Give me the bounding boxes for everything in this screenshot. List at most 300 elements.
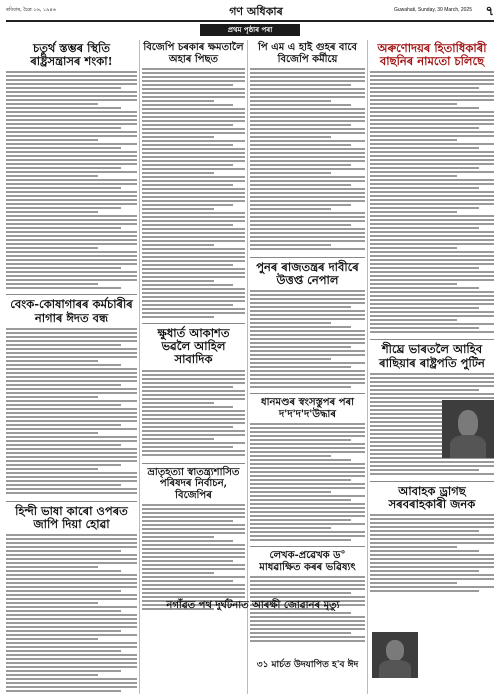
- text-line: [250, 212, 365, 214]
- text-line: [250, 632, 351, 634]
- text-line: [250, 366, 351, 368]
- column-divider: [139, 40, 140, 694]
- text-line: [6, 368, 137, 370]
- divider: [6, 294, 137, 295]
- text-line: [370, 195, 494, 197]
- text-line: [250, 338, 365, 340]
- text-line: [142, 430, 245, 432]
- text-line: [142, 196, 245, 198]
- text-line: [6, 546, 137, 548]
- text-line: [142, 128, 245, 130]
- text-line: [6, 400, 137, 402]
- text-line: [370, 155, 494, 157]
- text-line: [142, 560, 233, 562]
- masthead: [6, 3, 494, 22]
- text-line: [6, 638, 98, 640]
- headline: ক্ষুধাৰ্ত আকাশত ভৱলৈ আহিল সাবাদিক: [157, 326, 230, 367]
- text-line: [6, 251, 137, 253]
- text-line: [250, 636, 365, 638]
- headline: হিন্দী ভাষা কাৰো ওপৰত জাপি দিয়া হোৱা: [15, 503, 128, 532]
- text-line: [250, 132, 365, 134]
- text-line: [6, 147, 121, 149]
- continued-ribbon: প্ৰথম পৃষ্ঠাৰ পৰা: [200, 24, 300, 36]
- text-line: [6, 107, 121, 109]
- text-line: [142, 212, 245, 214]
- text-line: [142, 536, 214, 538]
- text-line: [6, 602, 98, 604]
- text-line: [142, 564, 245, 566]
- text-line: [370, 291, 494, 293]
- text-line: [370, 373, 494, 375]
- text-line: [370, 147, 479, 149]
- text-line: [250, 596, 365, 598]
- text-line: [6, 404, 121, 406]
- news-photo: [442, 400, 494, 458]
- text-line: [370, 167, 479, 169]
- text-line: [6, 191, 137, 193]
- headline: পি এম এ হাই গুহৰ বাবে বিজেপি কৰ্মীয়ে: [258, 42, 357, 65]
- article-body: [6, 71, 137, 291]
- text-line: [6, 598, 137, 600]
- text-line: [250, 80, 365, 82]
- text-line: [142, 268, 245, 270]
- text-line: [6, 626, 137, 628]
- text-line: [250, 431, 365, 433]
- text-line: [250, 330, 365, 332]
- text-line: [142, 528, 245, 530]
- text-line: [370, 558, 494, 560]
- article-body: [6, 534, 137, 694]
- text-line: [250, 455, 331, 457]
- text-line: [6, 554, 137, 556]
- text-line: [142, 220, 245, 222]
- text-line: [250, 310, 365, 312]
- text-line: [250, 527, 331, 529]
- text-line: [6, 650, 121, 652]
- text-line: [6, 392, 137, 394]
- headline: আবাহক ড্ৰাগছ সৰবৰাহকাৰী জনক: [388, 483, 476, 512]
- text-line: [250, 314, 365, 316]
- text-line: [142, 300, 245, 302]
- text-line: [6, 488, 137, 490]
- text-line: [370, 99, 494, 101]
- headline: বেংক-কোষাগাৰৰ কৰ্মচাৰীৰ নাগাৰ ঈদত বন্ধ: [10, 297, 133, 325]
- headline: চতুৰ্থ স্তম্ভৰ স্থিতি ৰাষ্ট্ৰসন্ত্ৰাসৰ শংকা!: [30, 41, 113, 69]
- text-line: [370, 377, 494, 379]
- text-line: [6, 111, 137, 113]
- text-line: [250, 592, 351, 594]
- text-line: [6, 424, 121, 426]
- text-line: [370, 71, 494, 73]
- text-line: [142, 280, 214, 282]
- divider: [370, 481, 494, 482]
- text-line: [6, 243, 137, 245]
- text-line: [6, 239, 137, 241]
- text-line: [370, 87, 479, 89]
- text-line: [6, 163, 137, 165]
- divider: [250, 546, 365, 547]
- text-line: [250, 535, 365, 537]
- text-line: [250, 120, 365, 122]
- divider: [370, 339, 494, 340]
- text-line: [250, 168, 365, 170]
- text-line: [250, 96, 365, 98]
- text-line: [142, 584, 245, 586]
- article-body: [142, 68, 245, 320]
- text-line: [250, 232, 365, 234]
- text-line: [142, 370, 245, 372]
- text-line: [142, 264, 233, 266]
- text-line: [6, 167, 121, 169]
- text-line: [250, 495, 365, 497]
- text-line: [250, 100, 331, 102]
- text-line: [142, 434, 245, 436]
- text-line: [250, 427, 365, 429]
- text-line: [142, 132, 245, 134]
- text-line: [250, 216, 365, 218]
- text-line: [6, 352, 137, 354]
- text-line: [142, 446, 233, 448]
- text-line: [250, 72, 365, 74]
- paper-name: গণ অধিকাৰ: [229, 5, 283, 18]
- text-line: [6, 83, 137, 85]
- text-line: [250, 76, 365, 78]
- text-line: [370, 239, 494, 241]
- text-line: [142, 68, 245, 70]
- text-line: [370, 283, 457, 285]
- text-line: [370, 385, 494, 387]
- text-line: [142, 410, 245, 412]
- text-line: [6, 492, 137, 494]
- text-line: [142, 516, 245, 518]
- text-line: [6, 259, 137, 261]
- text-line: [250, 479, 351, 481]
- text-line: [370, 139, 457, 141]
- text-line: [142, 454, 245, 456]
- text-line: [6, 590, 121, 592]
- text-line: [370, 267, 479, 269]
- text-line: [250, 112, 365, 114]
- text-line: [250, 423, 365, 425]
- text-line: [370, 299, 494, 301]
- text-line: [250, 588, 365, 590]
- text-line: [250, 475, 365, 477]
- text-line: [370, 542, 494, 544]
- text-line: [6, 179, 137, 181]
- text-line: [6, 231, 137, 233]
- text-line: [370, 115, 494, 117]
- text-line: [6, 263, 137, 265]
- text-line: [6, 207, 121, 209]
- text-line: [250, 334, 365, 336]
- text-line: [142, 152, 245, 154]
- text-line: [142, 418, 245, 420]
- text-line: [6, 171, 137, 173]
- text-line: [142, 312, 245, 314]
- text-line: [250, 156, 365, 158]
- text-line: [370, 123, 494, 125]
- text-line: [6, 468, 98, 470]
- text-line: [250, 68, 365, 70]
- text-line: [6, 123, 137, 125]
- text-line: [142, 296, 245, 298]
- text-line: [250, 439, 351, 441]
- text-line: [142, 240, 245, 242]
- text-line: [370, 175, 457, 177]
- text-line: [250, 240, 365, 242]
- text-line: [142, 96, 245, 98]
- text-line: [250, 88, 365, 90]
- text-line: [250, 386, 351, 388]
- text-line: [142, 592, 245, 594]
- text-line: [6, 538, 137, 540]
- column-divider: [367, 40, 368, 694]
- text-line: [6, 103, 98, 105]
- text-line: [142, 508, 245, 510]
- text-line: [6, 135, 137, 137]
- text-line: [250, 370, 365, 372]
- text-line: [6, 271, 137, 273]
- text-line: [250, 228, 365, 230]
- text-line: [6, 187, 121, 189]
- text-line: [6, 79, 137, 81]
- text-line: [6, 618, 137, 620]
- text-line: [370, 255, 494, 257]
- text-line: [370, 179, 494, 181]
- text-line: [142, 144, 233, 146]
- article-body: [142, 370, 245, 460]
- text-line: [142, 548, 245, 550]
- text-line: [142, 192, 245, 194]
- text-line: [250, 192, 365, 194]
- text-line: [6, 460, 137, 462]
- text-line: [142, 556, 245, 558]
- text-line: [142, 180, 245, 182]
- text-line: [370, 159, 494, 161]
- text-line: [6, 159, 137, 161]
- text-line: [370, 522, 494, 524]
- text-line: [142, 80, 245, 82]
- text-line: [250, 487, 365, 489]
- text-line: [250, 346, 351, 348]
- text-line: [142, 272, 245, 274]
- column-4: [370, 40, 494, 694]
- text-line: [250, 302, 365, 304]
- text-line: [250, 539, 351, 541]
- divider: [250, 393, 365, 394]
- text-line: [370, 103, 457, 105]
- text-line: [142, 402, 214, 404]
- text-line: [6, 654, 137, 656]
- text-line: [142, 232, 245, 234]
- text-line: [6, 420, 137, 422]
- text-line: [370, 550, 479, 552]
- text-line: [370, 582, 457, 584]
- text-line: [250, 580, 365, 582]
- text-line: [6, 380, 137, 382]
- text-line: [370, 315, 494, 317]
- text-line: [370, 319, 457, 321]
- text-line: [250, 463, 365, 465]
- text-line: [370, 331, 494, 333]
- headline: ভ্ৰাতৃহত্যা স্বাতন্ত্ৰ্যশাসিত পৰিষদৰ নিৰ্বাচন, বিজেপিৰ: [147, 466, 240, 501]
- text-line: [6, 682, 137, 684]
- text-line: [250, 354, 365, 356]
- text-line: [6, 356, 137, 358]
- text-line: [370, 514, 494, 516]
- text-line: [6, 610, 121, 612]
- text-line: [370, 143, 494, 145]
- text-line: [250, 248, 365, 250]
- text-line: [6, 534, 137, 536]
- text-line: [142, 216, 245, 218]
- headline: ৩১ মাৰ্চত উদযাপিত হ'ব ঈদ: [256, 660, 359, 670]
- text-line: [370, 251, 494, 253]
- text-line: [6, 622, 137, 624]
- text-line: [142, 378, 245, 380]
- text-line: [142, 438, 214, 440]
- text-line: [142, 386, 233, 388]
- text-line: [6, 91, 137, 93]
- text-line: [142, 304, 233, 306]
- text-line: [250, 499, 351, 501]
- text-line: [142, 512, 245, 514]
- text-line: [142, 108, 245, 110]
- text-line: [142, 568, 245, 570]
- text-line: [6, 348, 137, 350]
- text-line: [370, 215, 494, 217]
- divider: [6, 501, 137, 502]
- text-line: [142, 168, 245, 170]
- text-line: [370, 163, 494, 165]
- text-line: [6, 642, 137, 644]
- text-line: [6, 384, 121, 386]
- text-line: [370, 227, 479, 229]
- text-line: [6, 432, 98, 434]
- text-line: [250, 447, 365, 449]
- text-line: [142, 596, 245, 598]
- text-line: [142, 224, 233, 226]
- text-line: [250, 471, 365, 473]
- text-line: [250, 362, 365, 364]
- text-line: [250, 322, 331, 324]
- text-line: [6, 614, 137, 616]
- text-line: [6, 203, 137, 205]
- text-line: [6, 578, 137, 580]
- text-line: [6, 428, 137, 430]
- text-line: [370, 219, 494, 221]
- text-line: [6, 219, 137, 221]
- column-divider: [247, 40, 248, 694]
- text-line: [370, 327, 479, 329]
- text-line: [370, 578, 494, 580]
- text-line: [6, 75, 137, 77]
- text-line: [6, 215, 137, 217]
- text-line: [6, 279, 137, 281]
- text-line: [142, 576, 245, 578]
- text-line: [250, 140, 365, 142]
- article-body: [142, 504, 245, 614]
- text-line: [250, 459, 351, 461]
- text-line: [6, 472, 137, 474]
- article-body: [250, 290, 365, 390]
- text-line: [6, 408, 137, 410]
- text-line: [142, 136, 214, 138]
- text-line: [6, 586, 137, 588]
- text-line: [250, 290, 365, 292]
- text-line: [370, 151, 494, 153]
- text-line: [6, 558, 137, 560]
- text-line: [370, 518, 494, 520]
- text-line: [370, 83, 494, 85]
- column-1: [6, 40, 137, 694]
- text-line: [6, 115, 137, 117]
- text-line: [142, 406, 233, 408]
- text-line: [250, 624, 365, 626]
- text-line: [6, 480, 137, 482]
- text-line: [250, 519, 351, 521]
- text-line: [142, 382, 245, 384]
- text-line: [250, 188, 365, 190]
- text-line: [250, 244, 331, 246]
- text-line: [142, 504, 245, 506]
- text-line: [250, 196, 365, 198]
- text-line: [370, 562, 494, 564]
- text-line: [370, 546, 457, 548]
- text-line: [370, 75, 494, 77]
- text-line: [250, 108, 365, 110]
- text-line: [6, 436, 137, 438]
- text-line: [142, 520, 233, 522]
- text-line: [6, 412, 137, 414]
- text-line: [6, 336, 137, 338]
- text-line: [6, 283, 98, 285]
- text-line: [250, 640, 365, 642]
- text-line: [250, 172, 331, 174]
- text-line: [250, 378, 365, 380]
- text-line: [6, 143, 137, 145]
- text-line: [142, 390, 245, 392]
- text-line: [142, 176, 245, 178]
- text-line: [370, 191, 494, 193]
- text-line: [250, 144, 351, 146]
- text-line: [250, 200, 365, 202]
- text-line: [370, 231, 494, 233]
- text-line: [370, 287, 479, 289]
- headline: অৰুণোদয়ৰ হিতাধিকাৰী বাছনিৰ নামতো চলিছে: [377, 41, 487, 69]
- text-line: [250, 220, 365, 222]
- text-line: [250, 128, 365, 130]
- text-line: [142, 248, 245, 250]
- text-line: [142, 316, 214, 318]
- text-line: [370, 590, 479, 592]
- text-line: [370, 570, 479, 572]
- text-line: [142, 256, 245, 258]
- text-line: [250, 148, 365, 150]
- text-line: [142, 72, 245, 74]
- text-line: [6, 662, 137, 664]
- text-line: [370, 79, 494, 81]
- text-line: [142, 544, 245, 546]
- text-line: [142, 88, 245, 90]
- text-line: [250, 116, 365, 118]
- text-line: [370, 397, 494, 399]
- column-3: [250, 40, 365, 694]
- text-line: [370, 95, 494, 97]
- text-line: [142, 188, 245, 190]
- text-line: [370, 323, 494, 325]
- text-line: [6, 195, 137, 197]
